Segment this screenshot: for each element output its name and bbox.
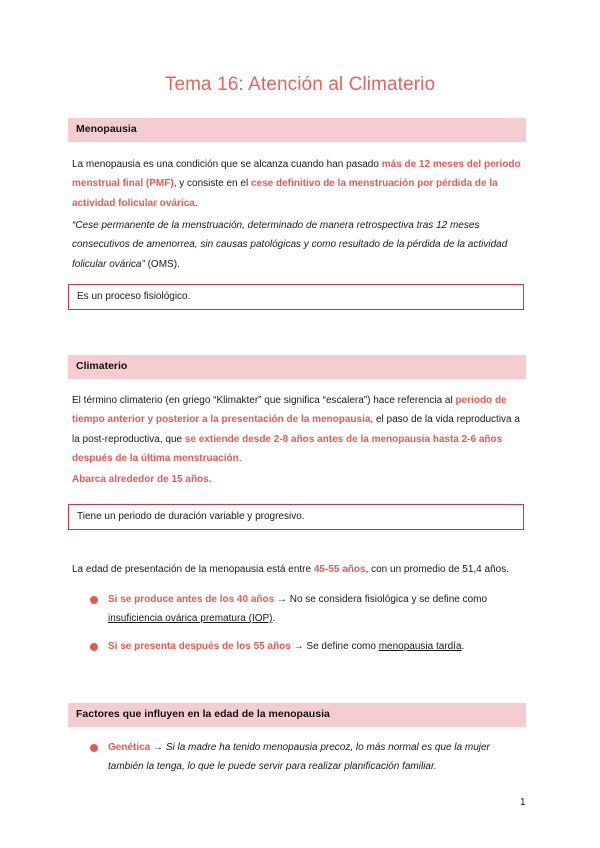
text-run: → No se considera fisiológica y se define como xyxy=(274,594,488,605)
underlined-term: menopausia tardía xyxy=(378,641,462,652)
page-number: 1 xyxy=(520,797,526,808)
abarca-text: Abarca alrededor de 15 años. xyxy=(72,474,212,485)
section-header-climaterio xyxy=(68,355,526,379)
text-run: , con un promedio de 51,4 años. xyxy=(365,564,509,575)
highlight-text: Si se presenta después de los 55 años xyxy=(108,641,291,652)
bullet-icon xyxy=(90,596,98,604)
text-run: . xyxy=(238,452,242,464)
list-item xyxy=(108,590,528,629)
text-run: → Se define como xyxy=(290,641,379,652)
highlight-text: Si se produce antes de los 40 años xyxy=(108,594,275,605)
callout-text: Tiene un periodo de duración variable y progresivo. xyxy=(77,511,305,522)
section-heading: Menopausia xyxy=(76,123,137,135)
text-run: La edad de presentación de la menopausia está entre xyxy=(72,564,314,575)
list-item xyxy=(108,738,528,777)
section-heading: Factores que influyen en la edad de la menopausia xyxy=(76,708,330,720)
highlight-text: más de 12 meses del periodo menstrual final (PMF) xyxy=(72,159,521,190)
text-run: La menopausia es una condición que se alcanza cuando han pasado xyxy=(72,159,382,170)
text-run: . xyxy=(194,197,198,209)
highlight-text: se extiende desde 2-8 años antes de la menopausia hasta 2-6 años después de la última menstruación xyxy=(72,433,503,464)
text-run: , el paso de la vida reproductiva a la post-reproductiva, que xyxy=(72,414,520,445)
callout-text: Es un proceso fisiológico. xyxy=(77,291,191,302)
bullet-icon xyxy=(90,643,98,651)
highlight-text: periodo de tiempo anterior y posterior a la presentación de la menopausia xyxy=(72,395,507,426)
highlight-text: 45-55 años xyxy=(313,564,366,575)
callout-box-menopausia xyxy=(68,284,524,310)
section-header-menopausia xyxy=(68,118,526,142)
menopausia-definition xyxy=(72,155,527,213)
climaterio-definition xyxy=(72,391,527,468)
highlight-text: cese definitivo de la menstruación por pérdida de la actividad folicular ovárica xyxy=(72,178,498,209)
quote-source: (OMS). xyxy=(144,258,180,270)
edad-presentacion xyxy=(72,560,527,579)
text-run: , y consiste en el xyxy=(173,178,251,190)
text-run: El término climaterio (en griego “Klimakter” que significa “escalera”) hace referencia al xyxy=(72,395,456,406)
callout-box-climaterio xyxy=(68,504,524,530)
oms-quote xyxy=(72,216,527,274)
text-run: . xyxy=(272,613,276,625)
quote-text: “Cese permanente de la menstruación, determinado de manera retrospectiva tras 12 meses consecutivos de amenorrea, sin causas patológicas y como resultado de la pérdida de la actividad folicular ovárica” xyxy=(72,220,508,270)
arrow-text: → xyxy=(150,742,166,753)
list-item xyxy=(108,637,528,656)
text-run: . xyxy=(461,641,465,652)
bullet-icon xyxy=(90,744,98,752)
page-title: Tema 16: Atención al Climaterio xyxy=(164,74,436,95)
highlight-text: Genética xyxy=(108,742,151,753)
section-heading: Climaterio xyxy=(76,360,128,372)
section-header-factores xyxy=(68,703,526,727)
text-run: Si la madre ha tenido menopausia precoz, lo más normal es que la mujer también la tenga, lo que le puede servir para realizar planificación familiar. xyxy=(108,742,490,773)
underlined-term: insuficiencia ovárica prematura (IOP) xyxy=(108,613,273,625)
